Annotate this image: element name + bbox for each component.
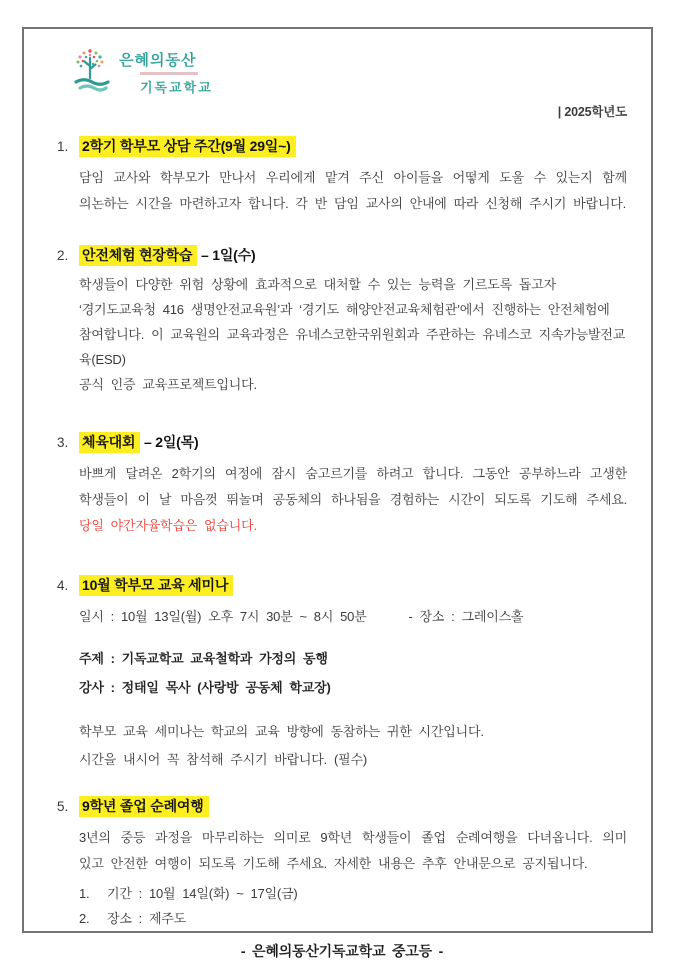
section-grade9-graduation-trip [57,796,627,931]
seminar-topic-block [79,644,627,702]
section-title-suffix: – 2일(목) [144,434,199,450]
section-title-highlighted: 체육대회 [79,432,140,453]
section-heading [57,796,627,817]
section-number: 4. [57,578,69,593]
seminar-datetime: 일시 : 10월 13일(월) 오후 7시 30분 ~ 8시 50분 [79,609,367,624]
seminar-notes [79,718,627,774]
school-year-label: | 2025학년도 [557,105,627,119]
seminar-speaker: 강사 : 정태일 목사 (사랑방 공동체 학교장) [79,680,331,695]
seminar-note: 시간을 내시어 꼭 참석해 주시기 바랍니다. (필수) [79,752,367,767]
section-title-highlighted: 안전체험 현장학습 [79,245,197,266]
section-title-suffix: – 1일(수) [200,247,256,263]
body-paragraph: 담임 교사와 학부모가 만나서 우리에게 맡겨 주신 아이들을 어떻게 도울 수 있는지 함께 의논하는 시간을 마련하고자 합니다. 각 반 담임 교사의 안내에 따라 신청해 주시기 바랍니다. [79,170,627,211]
section-safety-field-trip [57,245,627,397]
body-line: 학생들이 다양한 위험 상황에 효과적으로 대처할 수 있는 능력을 기르도록 돕고자 [79,277,556,292]
section-heading [57,136,627,157]
section-number: 3. [57,435,69,450]
section-title-highlighted: 9학년 졸업 순례여행 [79,796,209,817]
section-parent-education-seminar [57,575,627,774]
notice-sections [57,136,627,961]
tree-waves-logo-icon [65,47,115,98]
section-body [79,272,627,397]
section-number: 2. [57,248,69,263]
section-number: 1. [57,139,69,154]
seminar-topic: 주제 : 기독교학교 교육철학과 가정의 동행 [79,651,328,666]
section-body [79,604,627,774]
body-line: 공식 인증 교육프로젝트입니다. [79,377,257,392]
seminar-note: 학부모 교육 세미나는 학교의 교육 방향에 동참하는 귀한 시간입니다. [79,724,484,739]
body-line: 참여합니다. 이 교육원의 교육과정은 유네스코한국위원회과 주관하는 유네스코 지속가능발전교육(ESD) [79,327,626,367]
school-logo-text [119,49,213,96]
body-paragraph [79,461,627,539]
section-heading [57,245,627,266]
notice-page [22,27,653,959]
body-paragraph: 3년의 중등 과정을 마무리하는 의미로 9학년 학생들이 졸업 순례여행을 다녀옵니다. 의미 있고 안전한 여행이 되도록 기도해 주세요. 자세한 내용은 추후 안내문으로 공지됩니다. [79,830,627,871]
section-title-highlighted: 2학기 학부모 상담 주간(9월 29일~) [79,136,296,157]
section-number: 5. [57,799,69,814]
seminar-place: - 장소 : 그레이스홀 [408,609,524,624]
section-body [79,461,627,539]
section-body [79,165,627,217]
section-title-highlighted: 10월 학부모 교육 세미나 [79,575,233,596]
school-logo [65,47,627,98]
trip-detail-list [79,881,627,931]
school-name-line1: 은혜의동산 [119,52,197,69]
body-line: ‘경기도교육청 416 생명안전교육원’과 ‘경기도 해양안전교육체험관’에서 진행하는 안전체험에 [79,302,610,317]
no-evening-study-notice: 당일 야간자율학습은 없습니다. [79,518,257,533]
list-item [79,906,627,931]
section-heading [57,575,627,596]
page-content [24,29,651,959]
body-text: 바쁘게 달려온 2학기의 여정에 잠시 숨고르기를 하려고 합니다. 그동안 공부하느라 고생한 학생들이 이 날 마음껏 뛰놀며 공동체의 하나됨을 경험하는 시간이 되도록 기도해 주세요. [79,466,627,507]
list-item-number: 1. [79,886,90,901]
logo-tagline [140,72,198,75]
list-item [79,881,627,906]
section-heading [57,432,627,453]
section-body [79,825,627,931]
list-item-number: 2. [79,911,90,926]
school-name-line2: 기독교학교 [140,80,213,95]
trip-location: 장소 : 제주도 [107,911,187,926]
trip-period: 기간 : 10월 14일(화) ~ 17일(금) [107,886,298,901]
footer-school-signature: - 은혜의동산기독교학교 중고등 - [240,943,444,959]
seminar-datetime-row [79,604,627,630]
section-parent-counseling-week [57,136,627,217]
section-sports-day [57,432,627,539]
